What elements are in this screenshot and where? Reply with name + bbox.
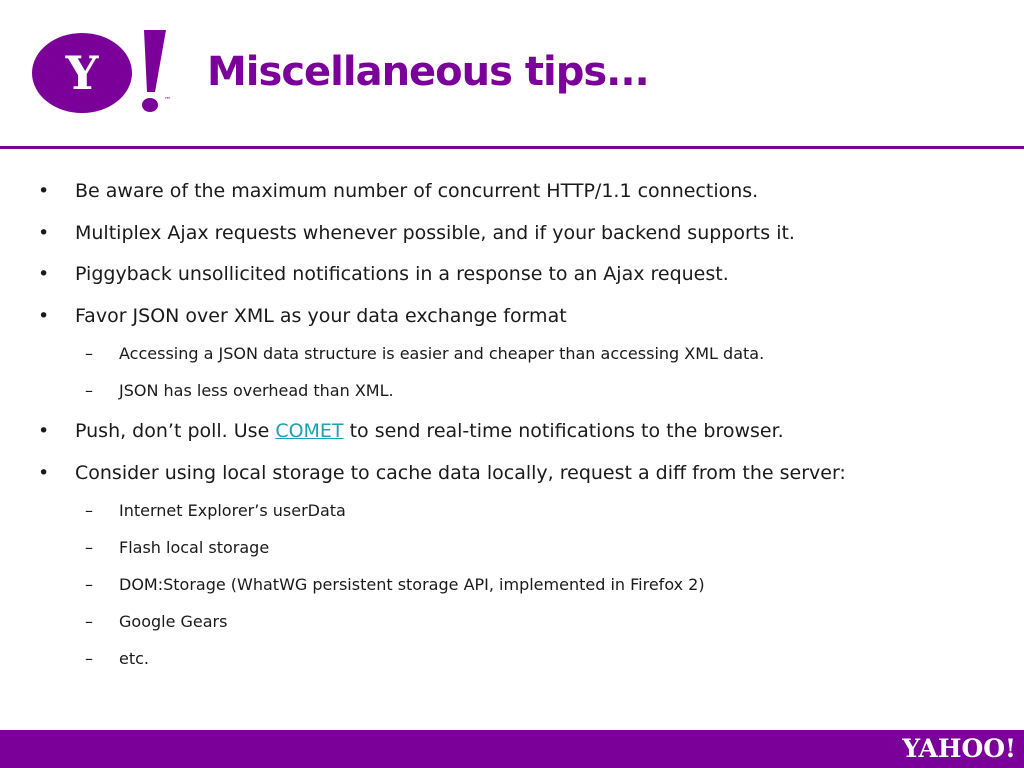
sub-bullet-text: Accessing a JSON data structure is easier and cheaper than accessing XML data. (119, 344, 765, 363)
bullet-text: Consider using local storage to cache data locally, request a diff from the server: (75, 462, 846, 484)
bullet-text: Piggyback unsollicited notifications in a response to an Ajax request. (75, 263, 729, 285)
sub-bullet-text: JSON has less overhead than XML. (119, 381, 394, 400)
bullet-marker: • (38, 305, 50, 327)
footer-bar (0, 730, 1024, 768)
bullet-text: Multiplex Ajax requests whenever possible, and if your backend supports it. (75, 222, 795, 244)
slide-title: Miscellaneous tips... (207, 49, 649, 95)
bullet-marker: • (38, 180, 50, 202)
sub-bullet-text: DOM:Storage (WhatWG persistent storage API, implemented in Firefox 2) (119, 575, 705, 594)
sub-bullet-text: etc. (119, 649, 149, 668)
sub-bullet-marker: – (85, 649, 93, 668)
bullet-marker: • (38, 222, 50, 244)
bullet-text (75, 419, 784, 443)
sub-bullet-marker: – (85, 501, 93, 520)
bullet-text: Favor JSON over XML as your data exchange format (75, 305, 567, 327)
logo-trademark: ™ (164, 96, 171, 104)
bullet-text-pre: Push, don’t poll. Use (75, 420, 276, 442)
bullet-marker: • (38, 263, 50, 285)
sub-bullet-marker: – (85, 538, 93, 557)
bullet-marker: • (38, 420, 50, 442)
logo-letter: Y (65, 46, 99, 100)
sub-bullet-text: Internet Explorer’s userData (119, 501, 346, 520)
bullet-text: Be aware of the maximum number of concurrent HTTP/1.1 connections. (75, 180, 759, 202)
sub-bullet-marker: – (85, 612, 93, 631)
comet-link[interactable]: COMET (275, 420, 344, 442)
sub-bullet-marker: – (85, 575, 93, 594)
footer-yahoo-logo: YAHOO! (902, 734, 1016, 763)
sub-bullet-text: Flash local storage (119, 538, 270, 557)
bullet-text-post: to send real-time notifications to the browser. (343, 420, 784, 442)
sub-bullet-marker: – (85, 344, 93, 363)
sub-bullet-text: Google Gears (119, 612, 228, 631)
bullet-marker: • (38, 462, 50, 484)
sub-bullet-marker: – (85, 381, 93, 400)
